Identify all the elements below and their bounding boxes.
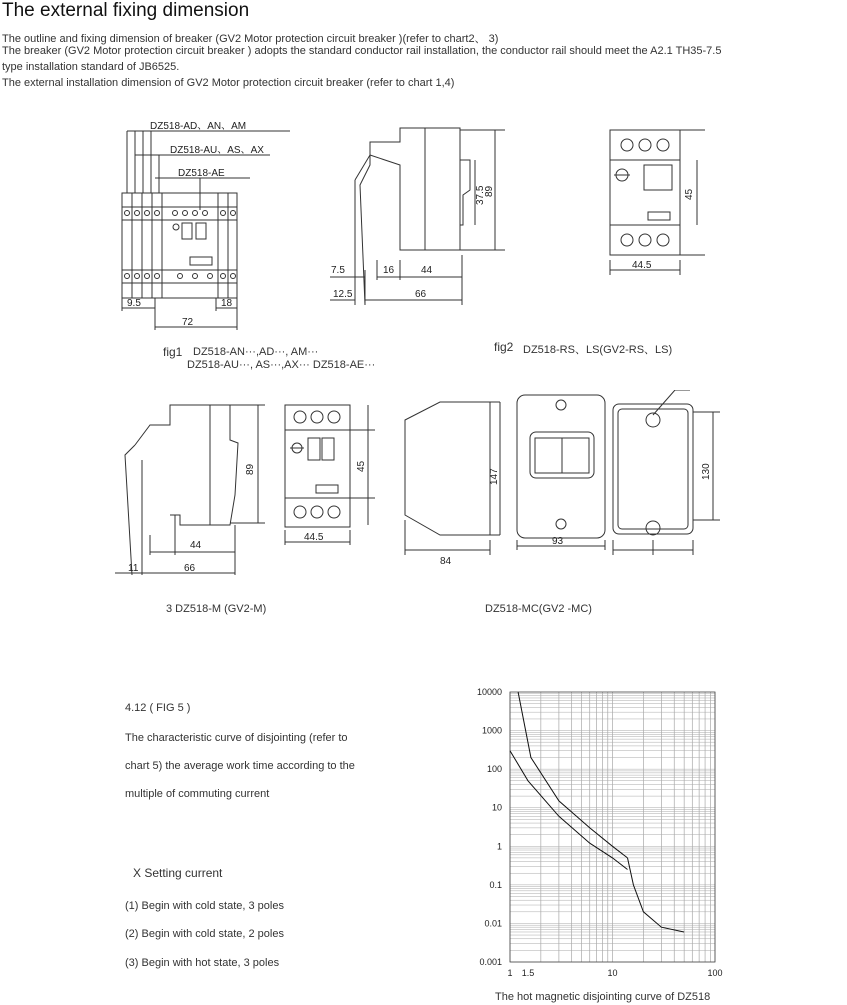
fig1-label-ae: DZ518-AE xyxy=(178,168,225,179)
fig3-caption: 3 DZ518-M (GV2-M) xyxy=(166,603,267,615)
side1-d1: 7.5 xyxy=(331,265,345,276)
y-tick-label: 10000 xyxy=(476,687,502,697)
section-para-3: multiple of commuting current xyxy=(125,788,270,800)
x-tick-label: 10 xyxy=(607,968,618,978)
chart-title: The hot magnetic disjointing curve of DZ518 xyxy=(495,991,711,1003)
intro-line-3: type installation standard of JB6525. xyxy=(2,61,180,73)
fig3-d1: 44 xyxy=(190,540,202,551)
fig4-h147: 147 xyxy=(489,468,500,485)
section-heading: 4.12 ( FIG 5 ) xyxy=(125,702,191,714)
y-tick-label: 0.1 xyxy=(489,879,502,890)
fig2-caption: DZ518-RS、LS(GV2-RS、LS) xyxy=(523,344,673,356)
side1-d2: 16 xyxy=(383,265,395,276)
y-tick-label: 10 xyxy=(491,802,502,813)
fig1-dim-a: 9.5 xyxy=(127,298,141,309)
fig1-dim-b: 18 xyxy=(221,298,233,309)
fig2-width: 44.5 xyxy=(632,260,652,271)
y-tick-label: 0.01 xyxy=(484,918,502,929)
fig3-front-drawing xyxy=(280,400,380,550)
series-line-3 xyxy=(628,858,685,932)
fig3-front-h: 45 xyxy=(356,460,367,472)
fig2-caption-prefix: fig2 xyxy=(494,340,514,354)
fig4-depth: 84 xyxy=(440,556,452,565)
fig3-d3: 66 xyxy=(184,563,196,574)
fig4-drawing xyxy=(400,390,725,565)
side1-d5: 66 xyxy=(415,289,427,300)
fig1-caption-line1: DZ518-AN···,AD···, AM··· xyxy=(193,346,319,358)
fig1-label-au: DZ518-AU、AS、AX xyxy=(170,145,264,156)
fig1-side-drawing xyxy=(325,120,505,310)
fig3-front-w: 44.5 xyxy=(304,532,324,543)
disjointing-curve-chart xyxy=(465,682,725,982)
fig2-drawing xyxy=(600,120,710,280)
fig3-h: 89 xyxy=(245,463,256,475)
section-para-1: The characteristic curve of disjointing (refer to xyxy=(125,732,348,744)
fig3-d2: 11 xyxy=(128,563,139,574)
y-tick-label: 100 xyxy=(486,764,502,775)
x-tick-label: 1.5 xyxy=(521,968,535,978)
fig4-h130: 130 xyxy=(701,463,712,480)
fig4-w93: 93 xyxy=(552,536,564,547)
fig1-label-ad: DZ518-AD、AN、AM xyxy=(150,121,247,132)
y-tick-label: 0.001 xyxy=(479,957,502,967)
y-tick-label: 1 xyxy=(496,841,502,852)
side1-h1: 37.5 xyxy=(475,185,486,205)
item-2: (2) Begin with cold state, 2 poles xyxy=(125,928,284,940)
fig1-front-drawing xyxy=(110,115,310,335)
fig1-dim-c: 72 xyxy=(182,317,194,328)
item-3: (3) Begin with hot state, 3 poles xyxy=(125,957,280,969)
fig2-height: 45 xyxy=(684,188,695,200)
fig1-caption-line2: DZ518-AU···, AS···,AX··· DZ518-AE··· xyxy=(187,359,376,371)
fig1-caption-prefix: fig1 xyxy=(163,345,183,359)
intro-line-4: The external installation dimension of GV2 Motor protection circuit breaker (refer to chart 1,4) xyxy=(2,77,455,89)
y-tick-label: 1000 xyxy=(481,725,502,736)
fig4-caption: DZ518-MC(GV2 -MC) xyxy=(485,603,592,615)
side1-d4: 12.5 xyxy=(333,289,353,300)
side1-h2: 89 xyxy=(484,185,495,197)
x-tick-label: 1 xyxy=(507,968,513,978)
intro-line-1: The outline and fixing dimension of breaker (GV2 Motor protection circuit breaker )(refer to chart2、 3) xyxy=(2,33,499,45)
page-title: The external fixing dimension xyxy=(2,0,250,21)
fig3-side-drawing xyxy=(110,395,270,580)
x-tick-label: 100 xyxy=(707,968,723,978)
intro-line-2: The breaker (GV2 Motor protection circuit breaker ) adopts the standard conductor rail installation, the conductor rail should meet the A2.1 TH35-7.5 xyxy=(2,45,722,57)
section-para-2: chart 5) the average work time according to the xyxy=(125,760,355,772)
x-setting-label: X Setting current xyxy=(133,866,223,880)
item-1: (1) Begin with cold state, 3 poles xyxy=(125,900,284,912)
side1-d3: 44 xyxy=(421,265,433,276)
